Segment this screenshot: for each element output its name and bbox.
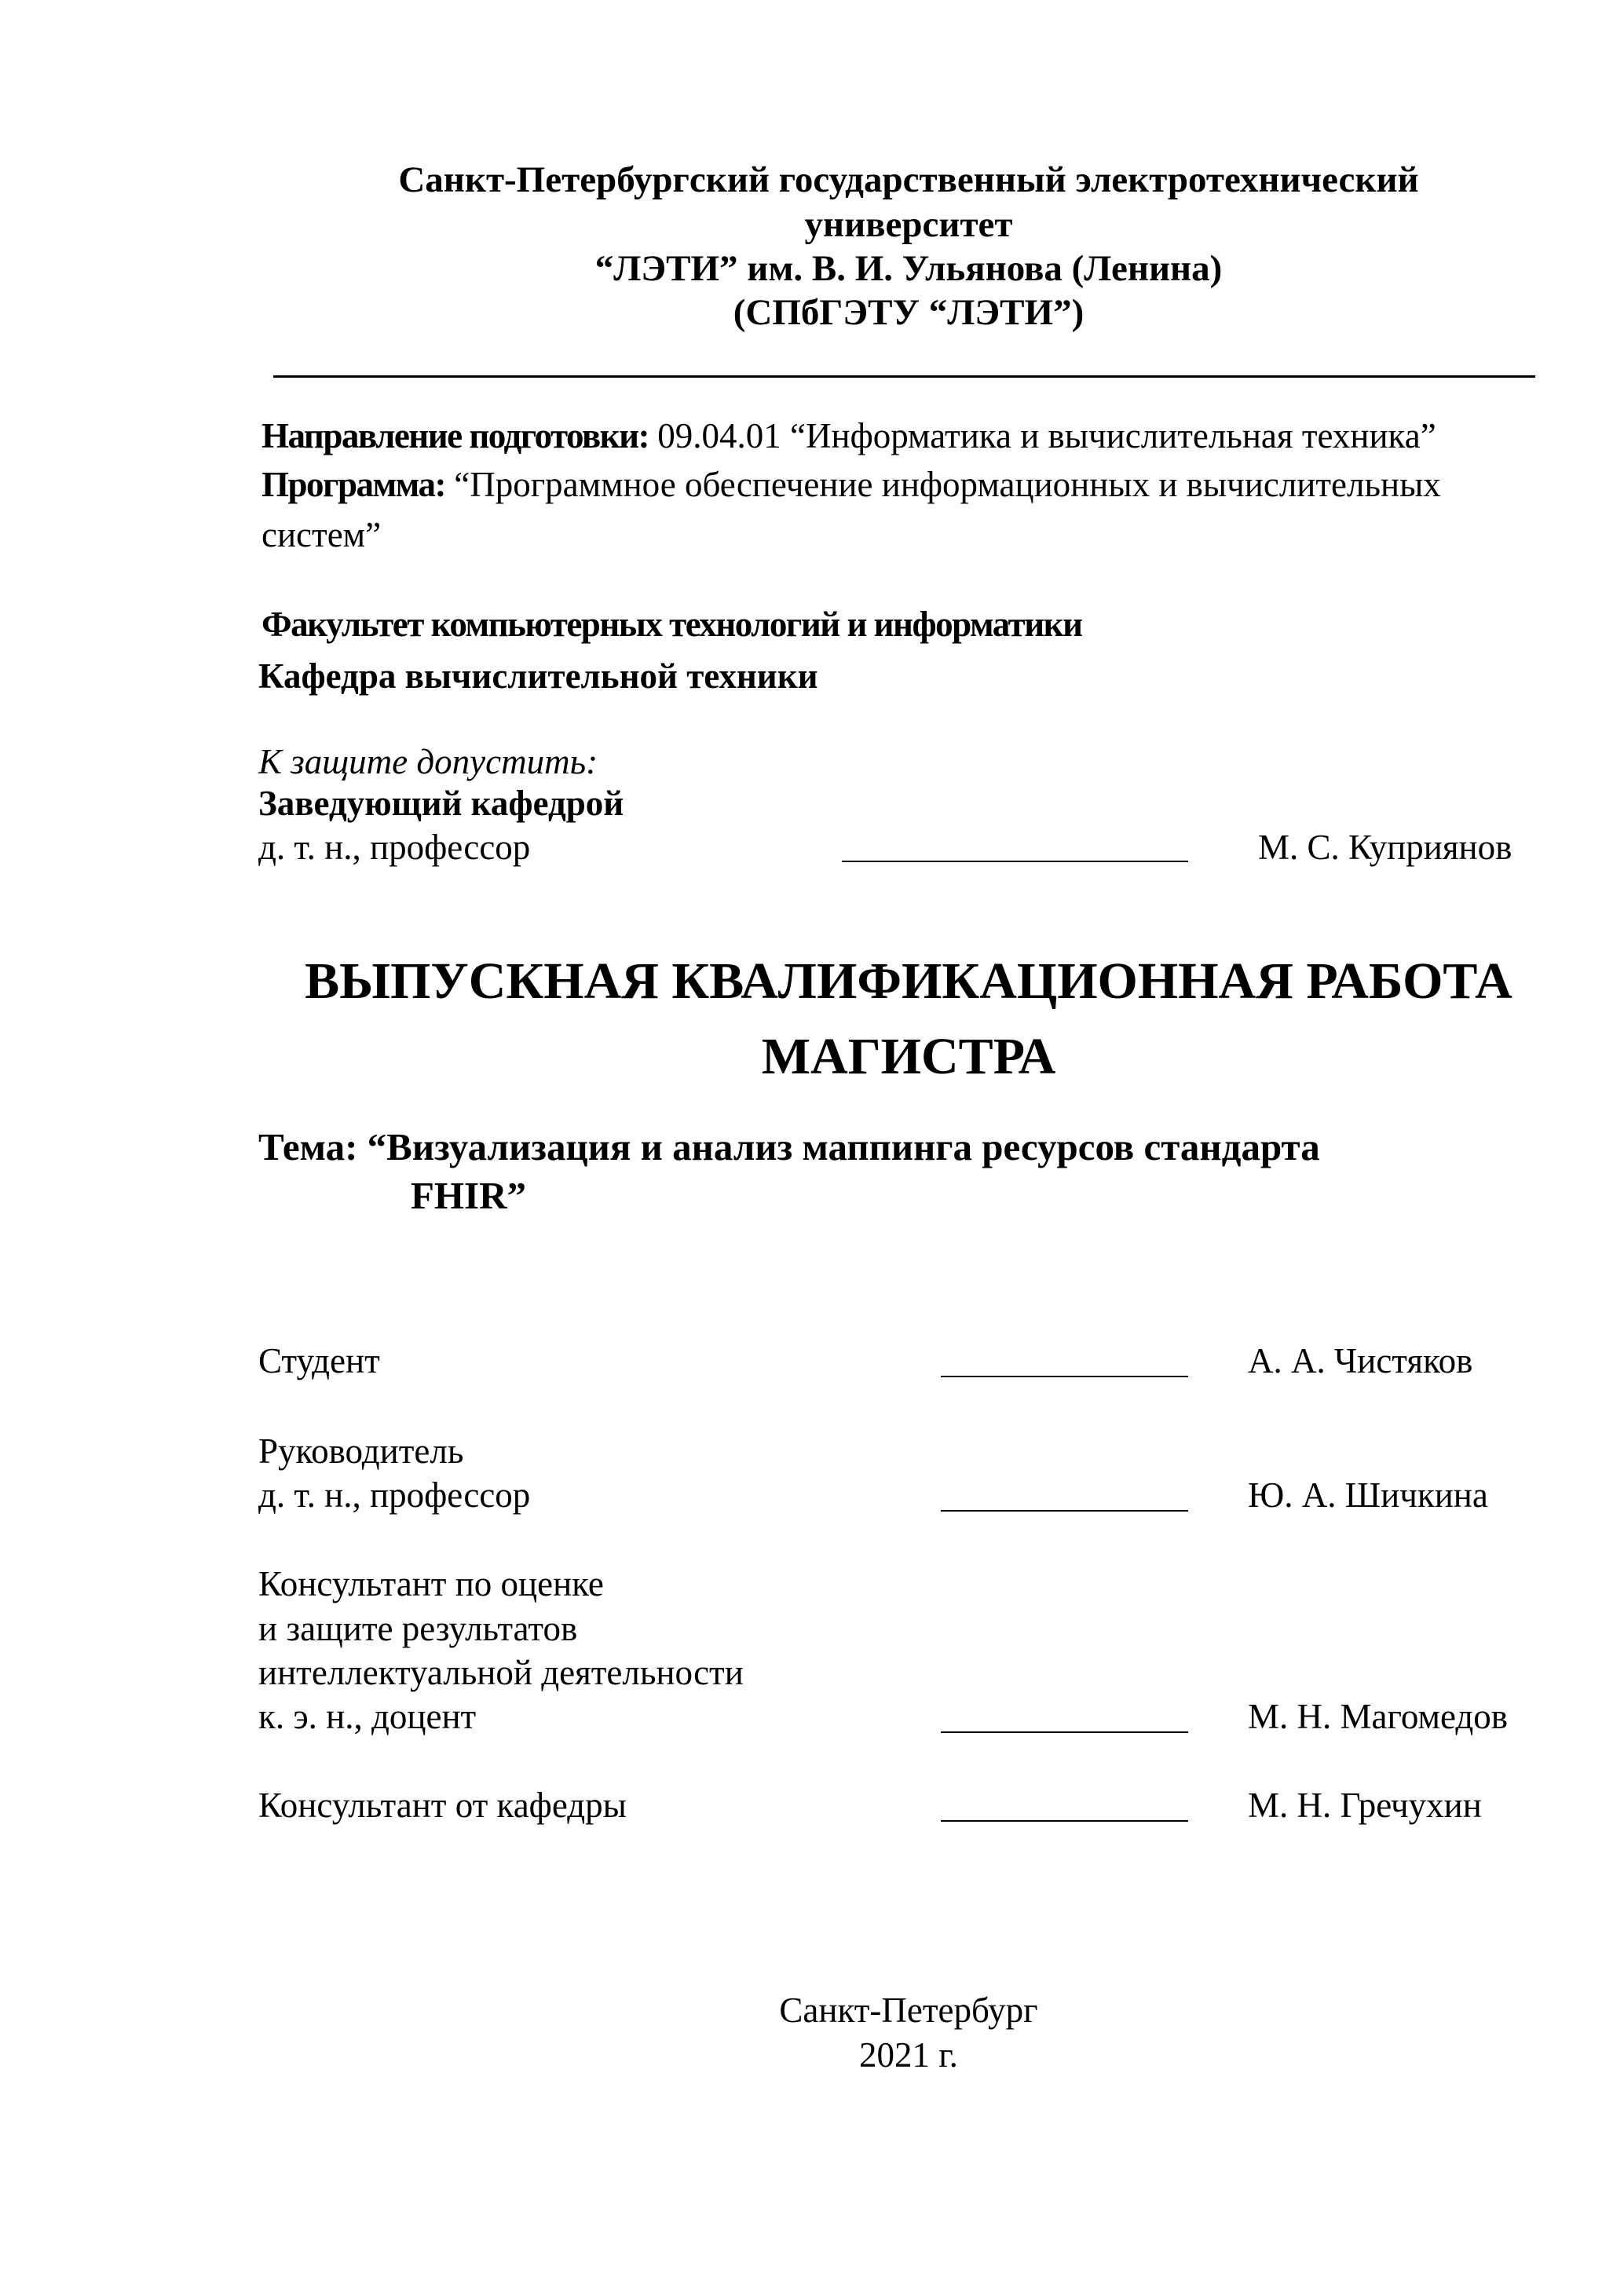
footer-year: 2021 г. (859, 2035, 958, 2075)
supervisor-name: Ю. А. Шичкина (1248, 1475, 1488, 1515)
document-title-line-1: ВЫПУСКНАЯ КВАЛИФИКАЦИОННАЯ РАБОТА (305, 952, 1512, 1010)
document-title-line-2: МАГИСТРА (761, 1028, 1056, 1085)
signature-line-consultant2 (941, 1820, 1188, 1822)
program-value-cont: систем” (262, 515, 382, 554)
topic-line-1: Тема: “Визуализация и анализ маппинга ресурсов стандарта (258, 1125, 1320, 1168)
signature-line-student (941, 1376, 1188, 1377)
university-line-2: университет (804, 204, 1013, 245)
signature-line-head (842, 861, 1188, 862)
program-line (262, 461, 1441, 508)
consultant1-role-1: Консультант по оценке (258, 1564, 604, 1603)
approval-degree: д. т. н., профессор (258, 828, 531, 867)
topic-line-2: FHIR” (411, 1174, 526, 1217)
program-value: “Программное обеспечение информационных и вычислительных (444, 465, 1441, 504)
approval-role: Заведующий кафедрой (258, 784, 624, 823)
university-line-3: “ЛЭТИ” им. В. И. Ульянова (Ленина) (594, 248, 1223, 289)
consultant1-role-3: интеллектуальной деятельности (258, 1653, 744, 1692)
signature-line-supervisor (941, 1510, 1188, 1512)
direction-value: 09.04.01 “Информатика и вычислительная техника” (649, 416, 1436, 455)
direction-line (262, 412, 1436, 459)
consultant1-role-2: и защите результатов (258, 1609, 578, 1648)
signature-line-consultant1 (941, 1731, 1188, 1733)
supervisor-role: Руководитель (258, 1431, 464, 1471)
approval-label: К защите допустить: (258, 742, 598, 781)
faculty: Факультет компьютерных технологий и информатики (262, 605, 1082, 644)
consultant2-name: М. Н. Гречухин (1248, 1786, 1482, 1825)
student-role: Студент (258, 1341, 380, 1380)
department: Кафедра вычислительной техники (258, 656, 818, 696)
program-label: Программа: (262, 465, 445, 504)
consultant2-role: Консультант от кафедры (258, 1786, 627, 1825)
university-line-1: Санкт-Петербургский государственный электротехнический (398, 159, 1419, 200)
consultant1-degree: к. э. н., доцент (258, 1697, 477, 1736)
header-divider (273, 375, 1535, 378)
approval-name: М. С. Куприянов (1258, 828, 1512, 867)
footer-city: Санкт-Петербург (779, 1991, 1038, 2030)
student-name: А. А. Чистяков (1248, 1341, 1473, 1380)
supervisor-degree: д. т. н., профессор (258, 1475, 531, 1515)
consultant1-name: М. Н. Магомедов (1248, 1697, 1508, 1736)
university-line-4: (СПбГЭТУ “ЛЭТИ”) (733, 292, 1084, 333)
direction-label: Направление подготовки: (262, 416, 649, 455)
